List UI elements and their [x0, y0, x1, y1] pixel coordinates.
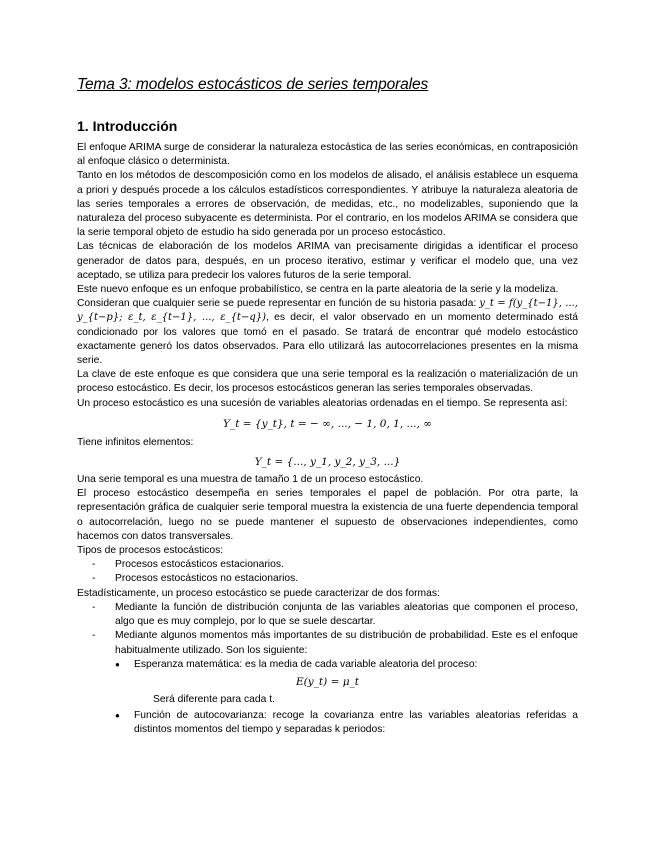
list-item: ● Esperanza matemática: es la media de cada variable aleatoria del proceso:: [115, 658, 578, 672]
document-body: [77, 141, 578, 738]
paragraph: La clave de este enfoque es que considera que una serie temporal es la realización o materialización de un proceso estocástico. Es decir, los procesos estocásticos generan las series temporales observadas.: [77, 369, 578, 395]
forms-list: [77, 601, 578, 658]
paragraph: El enfoque ARIMA surge de considerar la naturaleza estocástica de las series económicas, en contraposición al enfoque clásico o determinista.: [77, 142, 578, 168]
paragraph-history: [77, 297, 578, 368]
equation-infinite: Y_t = {..., y_1, y_2, y_3, ...}: [254, 456, 401, 469]
paragraph-note: Será diferente para cada t.: [153, 693, 275, 705]
paragraph: Tanto en los métodos de descomposición como en los modelos de alisado, el análisis establece un esquema a priori y después procede a los cálculos estadísticos correspondientes. Y atribuye la naturaleza aleatoria de las series temporales a errores de observación, de medidas, etc., no modelizables, suponiendo que la naturaleza del proceso subyacente es determinista. Por el contrario, en los modelos ARIMA se considera que la serie temporal objeto de estudio ha sido generada por un proceso estocástico.: [77, 170, 578, 239]
paragraph: Estadísticamente, un proceso estocástico se puede caracterizar de dos formas:: [77, 587, 440, 599]
paragraph: Un proceso estocástico es una sucesión de variables aleatorias ordenadas en el tiempo. Se representa así:: [77, 397, 568, 409]
paragraph: El proceso estocástico desempeña en series temporales el papel de población. Por otra parte, la representación gráfica de cualquier serie temporal muestra la existencia de una fuerte dependencia temporal o autocorrelación, luego no se puede mantener el supuesto de observaciones independientes, como hacemos con datos transversales.: [77, 488, 578, 542]
list-item: - Procesos estocásticos no estacionarios.: [77, 572, 578, 586]
list-item: - Mediante algunos momentos más importantes de su distribución de probabilidad. Este es el enfoque habitualmente utilizado. Son los siguiente:: [77, 629, 578, 657]
moments-list: [77, 658, 578, 672]
list-item: ● Función de autocovarianza: recoge la covarianza entre las variables aleatorias referidas a distintos momentos del tiempo y separadas k periodos:: [115, 709, 578, 737]
equation-expectation: E(y_t) = μ_t: [295, 675, 360, 688]
equation-process: Y_t = {y_t}, t = − ∞, ..., − 1, 0, 1, ..., ∞: [223, 417, 432, 430]
equation-history: y_t = f(y_{t−1}, ..., y_{t−p}; ε_t, ε_{t−1}, ..., ε_{t−q}): [77, 298, 578, 324]
paragraph-text: , es decir, el valor observado en un momento determinado está condicionado por los valores que tomó en el pasado. Se tratará de encontrar qué modelo estocástico exactamente generó los datos observados. Para ello utilizará las autocorrelaciones presentes en la misma serie.: [77, 312, 579, 367]
paragraph: Este nuevo enfoque es un enfoque probabilístico, se centra en la parte aleatoria de la serie y la modeliza.: [77, 284, 559, 296]
document-title: Tema 3: modelos estocásticos de series temporales: [77, 76, 429, 93]
paragraph: Tipos de procesos estocásticos:: [77, 545, 224, 557]
paragraph: Las técnicas de elaboración de los modelos ARIMA van precisamente dirigidas a identificar el proceso generador de datos para, después, en un proceso iterativo, estimar y verificar el modelo que, una vez aceptado, se utiliza para predecir los valores futuros de la serie temporal.: [77, 241, 578, 281]
section-heading: 1. Introducción: [77, 118, 178, 134]
paragraph: Tiene infinitos elementos:: [77, 436, 194, 448]
paragraph-text: Consideran que cualquier serie se puede representar en función de su historia pasada:: [77, 298, 477, 310]
list-item: - Procesos estocásticos estacionarios.: [77, 558, 578, 572]
list-item: - Mediante la función de distribución conjunta de las variables aleatorias que componen el proceso, algo que es muy complejo, por lo que se suele descartar.: [77, 601, 578, 629]
types-list: [77, 558, 578, 586]
paragraph: Una serie temporal es una muestra de tamaño 1 de un proceso estocástico.: [77, 474, 424, 486]
moments-list-2: [77, 709, 578, 737]
